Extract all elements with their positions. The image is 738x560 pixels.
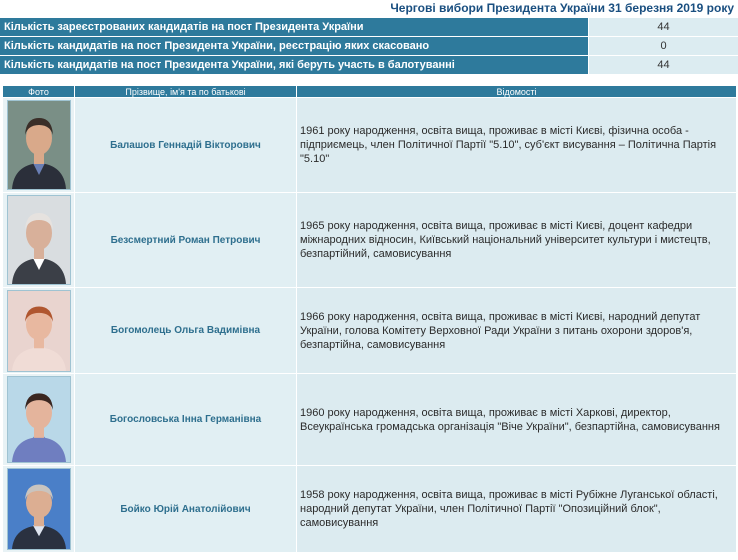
candidate-photo[interactable] — [7, 100, 71, 190]
page-title: Чергові вибори Президента України 31 березня 2019 року — [390, 1, 734, 15]
candidates-table — [2, 85, 737, 553]
portrait-image — [8, 377, 70, 462]
portrait-image — [8, 101, 70, 189]
column-header-photo[interactable]: Фото — [3, 86, 75, 98]
summary-label: Кількість кандидатів на пост Президента України, реєстрацію яких скасовано — [0, 37, 589, 56]
table-row — [3, 193, 737, 288]
column-header-info[interactable]: Відомості — [297, 86, 737, 98]
summary-value: 0 — [589, 37, 738, 56]
table-row — [3, 98, 737, 193]
column-header-name[interactable]: Прізвище, ім'я та по батькові — [75, 86, 297, 98]
candidate-info: 1965 року народження, освіта вища, проживає в місті Києві, доцент кафедри міжнародних відносин, Київський національний університет культури і мистецтв, безпартійний, самовисування — [297, 193, 737, 288]
table-row — [3, 374, 737, 466]
portrait-image — [8, 196, 70, 284]
summary-value: 44 — [589, 18, 738, 37]
summary-row-participating — [0, 56, 738, 75]
candidate-name[interactable]: Богомолець Ольга Вадимівна — [75, 288, 297, 374]
candidate-photo[interactable] — [7, 376, 71, 463]
portrait-image — [8, 469, 70, 549]
candidate-photo[interactable] — [7, 290, 71, 372]
candidate-photo[interactable] — [7, 468, 71, 550]
candidate-info: 1960 року народження, освіта вища, проживає в місті Харкові, директор, Всеукраїнська громадська організація "Віче України", безпартійна, самовисування — [297, 374, 737, 466]
candidate-info: 1966 року народження, освіта вища, проживає в місті Києві, народний депутат України, голова Комітету Верховної Ради України з питань охорони здоров'я, безпартійна, самовисування — [297, 288, 737, 374]
candidate-info: 1958 року народження, освіта вища, проживає в місті Рубіжне Луганської області, народний депутат України, член Політичної Партії "Опозиційний блок", самовисування — [297, 466, 737, 553]
summary-row-cancelled — [0, 37, 738, 56]
candidate-name[interactable]: Балашов Геннадій Вікторович — [75, 98, 297, 193]
summary-label: Кількість зареєстрованих кандидатів на пост Президента України — [0, 18, 589, 37]
table-row — [3, 288, 737, 374]
candidate-photo[interactable] — [7, 195, 71, 285]
portrait-image — [8, 291, 70, 371]
summary-value: 44 — [589, 56, 738, 75]
candidate-name[interactable]: Богословська Інна Германівна — [75, 374, 297, 466]
candidate-name[interactable]: Бойко Юрій Анатолійович — [75, 466, 297, 553]
table-header-row — [3, 86, 737, 98]
table-row — [3, 466, 737, 553]
candidate-name[interactable]: Безсмертний Роман Петрович — [75, 193, 297, 288]
candidate-info: 1961 року народження, освіта вища, проживає в місті Києві, фізична особа - підприємець, член Політичної Партії "5.10", суб'єкт висування – Політична Партія "5.10" — [297, 98, 737, 193]
summary-label: Кількість кандидатів на пост Президента України, які беруть участь в балотуванні — [0, 56, 589, 75]
summary-table — [0, 18, 738, 75]
summary-row-registered — [0, 18, 738, 37]
